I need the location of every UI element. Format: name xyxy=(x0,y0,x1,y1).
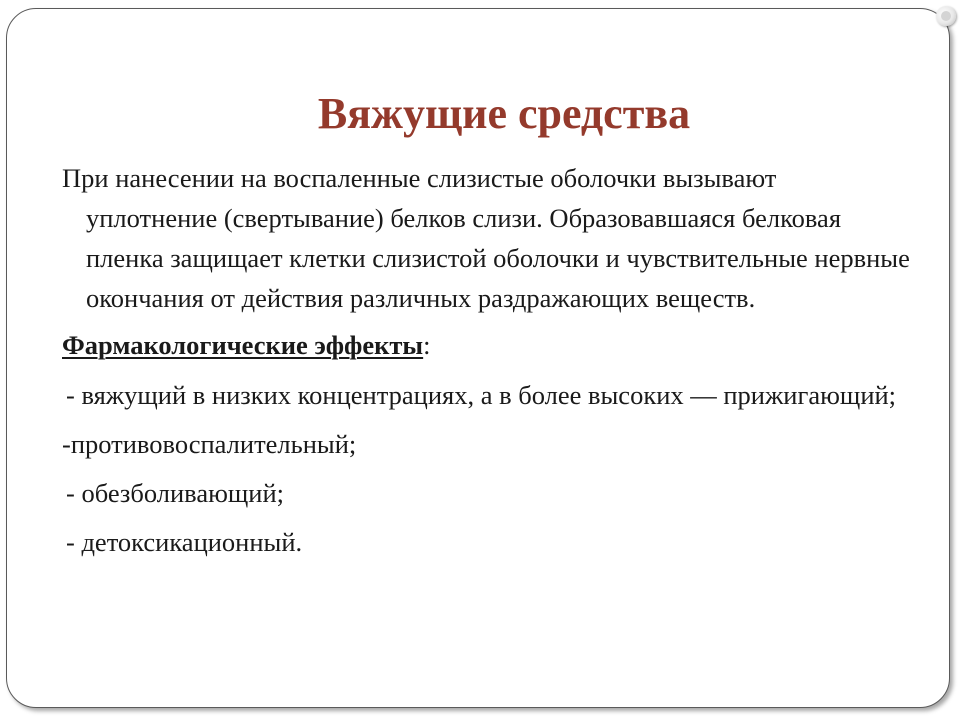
corner-circle-icon xyxy=(936,6,956,26)
effects-heading-text: Фармакологические эффекты xyxy=(62,330,424,360)
effect-item: - обезболивающий; xyxy=(66,478,285,508)
slide-body xyxy=(62,158,912,562)
effects-heading-colon: : xyxy=(423,330,431,360)
effects-heading xyxy=(62,324,912,366)
slide-title: Вяжущие средства xyxy=(317,89,691,138)
effect-item: - вяжущий в низких концентрациях, а в более высоких — прижигающий; xyxy=(66,380,897,410)
effect-item: - детоксикационный. xyxy=(66,527,303,557)
effect-item: -противовоспалительный; xyxy=(62,429,357,459)
intro-paragraph: При нанесении на воспаленные слизистые оболочки вызывают уплотнение (свертывание) белков слизи. Образовавшаяся белковая пленка защищает клетки слизистой оболочки и чувствительные нервные окончания от действия различных раздражающих веществ. xyxy=(62,163,910,313)
